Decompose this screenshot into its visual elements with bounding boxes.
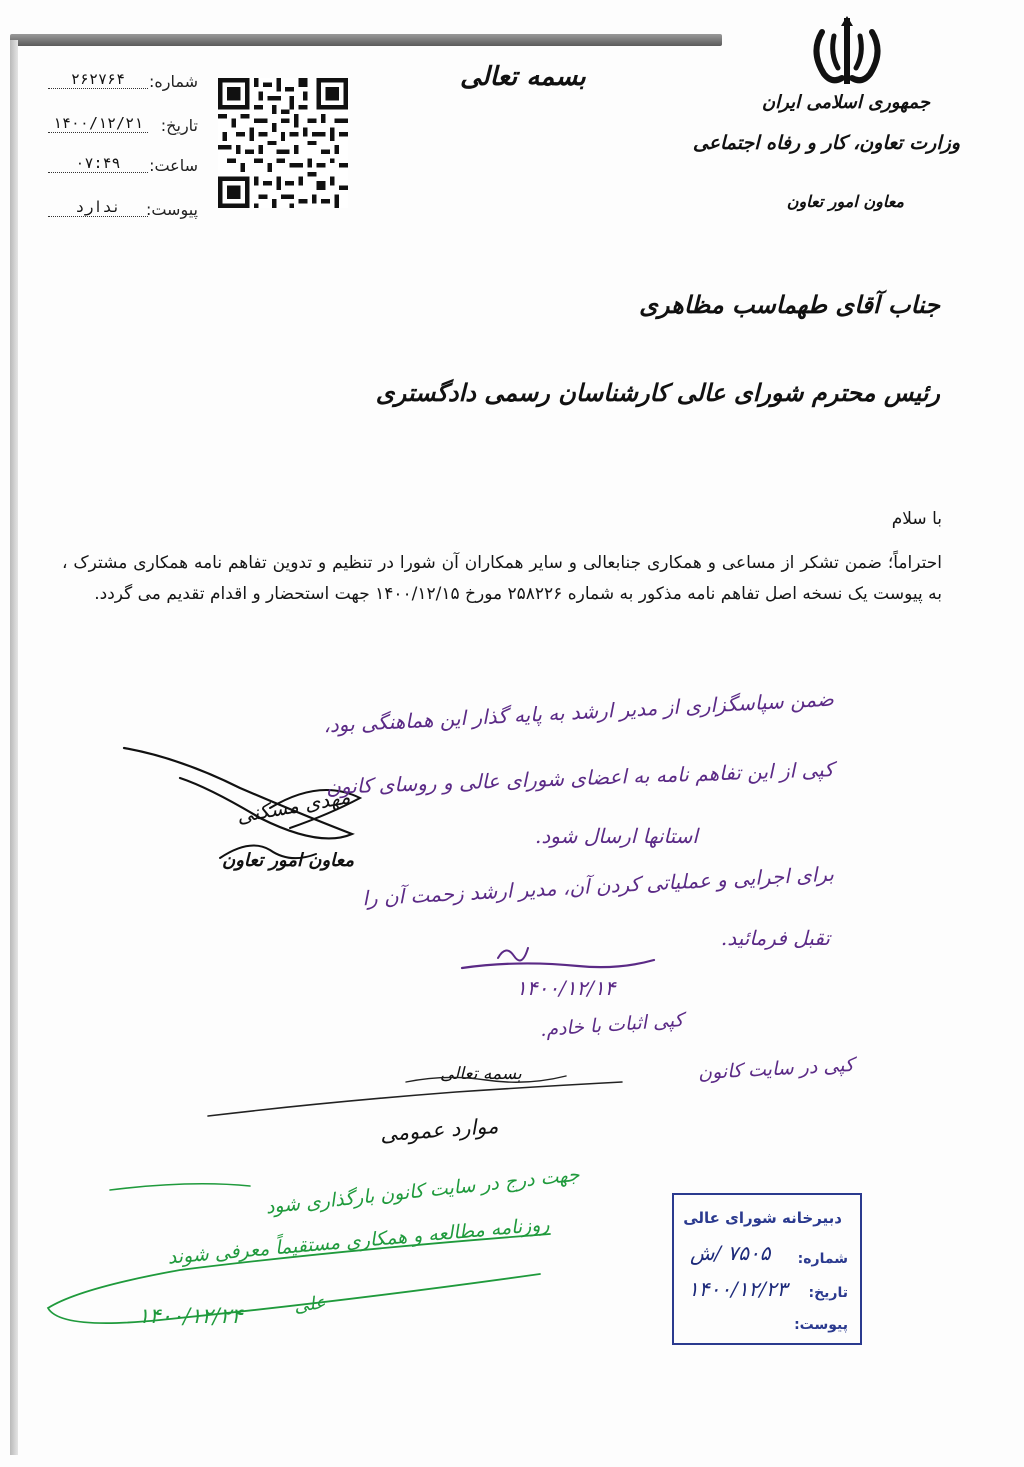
recipient-name: جناب آقای طهماسب مظاهری [639,290,940,319]
body-paragraph: احتراماً؛ ضمن تشکر از مساعی و همکاری جنابعالی و سایر همکاران آن شورا در تنظیم و تدوین تفاهم نامه همکاری مشترک ، به پیوست یک نسخه اصل تفاهم نامه مذکور به شماره ۲۵۸۲۲۶ مورخ ۱۴۰۰/۱۲/۱۵ جهت استحضار و اقدام تقدیم می گردد. [62,553,942,604]
top-border-rule [10,34,722,46]
dark-note-bism: بسمه تعالی [440,1064,522,1084]
meta-time-row [48,156,198,184]
purple-note-date: ۱۴۰۰/۱۲/۱۴ [516,976,616,1000]
green-note-line2: روزنامه مطالعه و همکاری مستقیماً معرفی شوند [166,1213,551,1269]
date-label: تاریخ: [160,116,198,135]
stamp-date-value: ۱۴۰۰/۱۲/۲۳ [688,1277,788,1301]
purple-note-line6: کپی اثبات با خادم. [539,1009,685,1041]
meta-number-row [48,72,198,100]
meta-attachment-row [48,200,198,228]
signature-title: معاون امور تعاون [222,850,354,871]
attachment-value: ندارد [48,198,148,217]
left-scan-edge [10,40,18,1455]
ministry-title: وزارت تعاون، کار و رفاه اجتماعی [692,132,960,154]
time-label: ساعت: [149,156,198,175]
green-note-date: ۱۴۰۰/۱۲/۲۴ [138,1304,243,1328]
green-note-sig: علی [292,1291,328,1318]
dark-note-line: موارد عمومی [379,1113,500,1147]
purple-note-line5: تقبل فرمائید. [720,926,830,950]
date-value: ۱۴۰۰/۱۲/۲۱ [48,114,148,133]
signature-name: مهدی مسکنی [234,784,352,828]
recipient-title: رئیس محترم شورای عالی کارشناسان رسمی دادگستری [375,378,940,407]
stamp-title: دبیرخانه شورای عالی [683,1209,842,1227]
number-value: ۲۶۲۷۶۴ [48,70,148,89]
purple-note-line1: ضمن سپاسگزاری از مدیر ارشد به پایه گذار این هماهنگی بود، [322,686,835,738]
stamp-number-value: ۷۵۰۵ /ش [690,1241,771,1265]
number-label: شماره: [148,72,198,91]
dark-pen-stroke [206,1072,626,1120]
iran-emblem-icon [808,12,886,92]
purple-note-line3: استانها ارسال شود. [535,824,698,848]
stamp-attach-label: پیوست: [794,1317,848,1333]
purple-note-line4: برای اجرایی و عملیاتی کردن آن، مدیر ارشد زحمت آن را [361,861,835,911]
green-note-line1: جهت درج در سایت کانون بارگذاری شود [264,1163,581,1219]
stamp-number-label: شماره: [797,1251,848,1267]
secretariat-stamp [672,1193,862,1345]
deputy-title: معاون امور تعاون [786,192,904,211]
salutation: با سلام [891,509,942,529]
republic-title: جمهوری اسلامی ایران [761,92,930,113]
qr-code [218,78,348,208]
purple-note-line2: کپی از این تفاهم نامه به اعضای شورای عالی و روسای کانون [325,757,835,799]
stamp-date-label: تاریخ: [808,1285,848,1301]
time-value: ۰۷:۴۹ [48,154,148,173]
meta-date-row [48,116,198,144]
bismillah-heading: بسمه تعالی [460,62,586,92]
purple-note-line7: کپی در سایت کانون [697,1053,855,1085]
attachment-label: پیوست: [145,200,198,219]
purple-initial-scribble [458,938,658,978]
